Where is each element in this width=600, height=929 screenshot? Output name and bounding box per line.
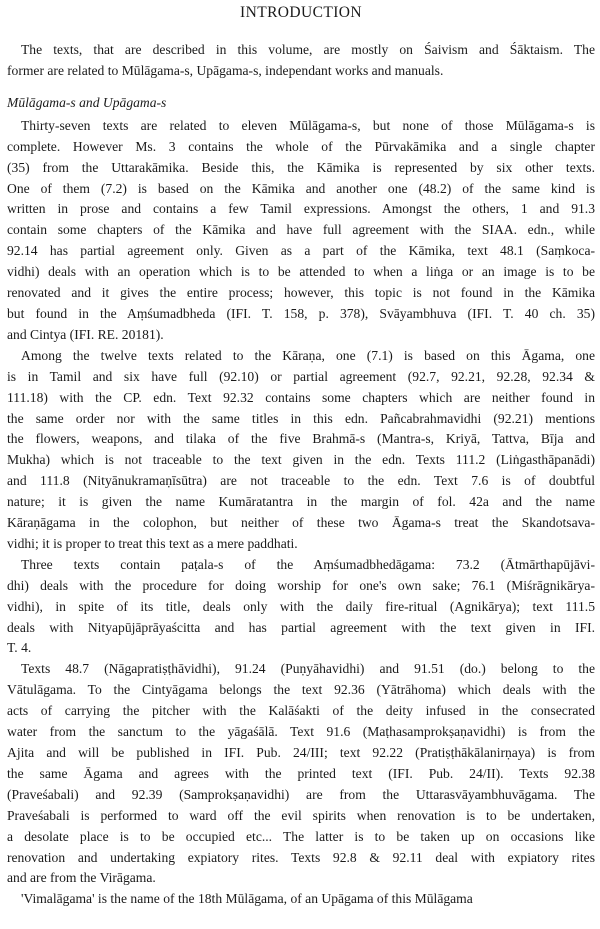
text-line: nature; it is given the name Kumāratantra in the margin of fol. 42a and the name	[7, 494, 595, 510]
text-line: deals with Nityapūjāprāyaścitta and has partial agreement with the text given in IFI.	[7, 619, 595, 635]
text-line: former are related to Mūlāgama-s, Upāgama-s, independant works and manuals.	[7, 62, 444, 78]
paragraph	[7, 555, 595, 660]
page-title: INTRODUCTION	[240, 4, 362, 21]
paragraph	[7, 116, 595, 346]
text-line: contain some chapters of the Kāmika and have full agreement with the SIAA. edn., while	[7, 222, 595, 238]
text-line: One of them (7.2) is based on the Kāmika and another one (48.2) of the same kind is	[7, 180, 595, 196]
text-line: the same order nor with the same titles in this edn. Pañcabrahmavidhi (92.21) mentions	[7, 410, 595, 426]
text-line: The texts, that are described in this volume, are mostly on Śaivism and Śāktaism. The	[21, 42, 595, 57]
text-line: the flowers, weapons, and tilaka of the five Brahmā-s (Mantra-s, Kriyā, Tattva, Bīja and	[7, 431, 595, 447]
text-line: 'Vimalāgama' is the name of the 18th Mūlāgama, of an Upāgama of this Mūlāgama	[21, 891, 473, 907]
text-line: and are from the Virāgama.	[7, 870, 156, 886]
text-line: vidhi; it is proper to treat this text as a mere paddhati.	[7, 535, 298, 551]
text-line: Praveśabali is performed to ward off the evil spirits when renovation is to be undertaken,	[7, 807, 595, 823]
text-line: a desolate place is to be occupied etc... The latter is to be taken up on occasions like	[7, 828, 595, 844]
text-line: water from the sanctum to the yāgaśālā. Text 91.6 (Maṭhasamprokṣaṇavidhi) is from the	[7, 724, 595, 740]
spacer	[7, 28, 595, 40]
body-paragraphs	[7, 116, 595, 910]
text-line: and 111.8 (Nityānukramaṇīsūtra) are not traceable to the edn. Text 7.6 is of doubtful	[7, 473, 595, 489]
text-line: dhi) deals with the procedure for doing worship for one's own sake; 76.1 (Miśrāgnikārya-	[7, 577, 595, 593]
spacer	[7, 82, 595, 90]
text-line: the same Āgama and agrees with the printed text (IFI. Pub. 24/II). Texts 92.38	[7, 765, 595, 781]
text-line: Kāraṇāgama in the colophon, but neither of these two Āgama-s treat the Skandotsava-	[7, 515, 595, 531]
text-line: vidhi), in spite of its title, deals only with the daily fire-ritual (Agnikārya); text 111.5	[7, 598, 595, 614]
text-line: (Praveśabali) and 92.39 (Samprokṣaṇavidhi) are from the Uttarasvāyambhuvāgama. The	[7, 786, 595, 802]
page	[7, 0, 595, 910]
section-heading: Mūlāgama-s and Upāgama-s	[7, 94, 167, 110]
paragraph	[7, 346, 595, 555]
paragraph	[7, 659, 595, 889]
text-line: Among the twelve texts related to the Kāraṇa, one (7.1) is based on this Āgama, one	[21, 347, 595, 363]
paragraph	[7, 889, 595, 910]
text-line: 92.14 has partial agreement only. Given as a part of the Kāmika, text 48.1 (Saṃkoca-	[7, 243, 595, 259]
text-line: Texts 48.7 (Nāgapratiṣṭhāvidhi), 91.24 (Puṇyāhavidhi) and 91.51 (do.) belong to the	[21, 661, 595, 677]
text-line: (35) from the Uttarakāmika. Beside this, the Kāmika is represented by six other texts.	[7, 159, 595, 175]
text-line: Ajita and will be published in IFI. Pub. 24/III; text 92.22 (Pratiṣṭhākālanirṇaya) is from	[7, 745, 595, 760]
text-line: Mukha) which is not traceable to the text given in the edn. Texts 111.2 (Liṅgasthāpanādi)	[7, 452, 595, 468]
text-line: Vātulāgama. To the Cintyāgama belongs the text 92.36 (Yātrāhoma) which deals with the	[7, 682, 595, 698]
text-line: but found in the Aṃśumadbheda (IFI. T. 158, p. 378), Svāyambhuva (IFI. T. 40 ch. 35)	[7, 305, 595, 321]
text-line: 111.18) with the CP. edn. Text 92.32 contains some chapters which are neither found in	[7, 389, 595, 405]
text-line: Three texts contain paṭala-s of the Aṃśumadbhedāgama: 73.2 (Ātmārthapūjāvi-	[21, 556, 595, 572]
text-line: complete. However Ms. 3 contains the whole of the Pūrvakāmika and a single chapter	[7, 138, 595, 154]
text-line: acts of carrying the pitcher with the Kalāśakti of the deity infused in the consecrated	[7, 703, 595, 719]
text-line: T. 4.	[7, 640, 32, 656]
text-line: vidhi) deals with an operation which is to be attended to when a liṅga or an image is to be	[7, 264, 595, 280]
text-line: is in Tamil and six have full (92.10) or partial agreement (92.7, 92.21, 92.28, 92.34 &	[7, 368, 595, 384]
text-line: and Cintya (IFI. RE. 20181).	[7, 326, 164, 342]
text-line: Thirty-seven texts are related to eleven Mūlāgama-s, but none of those Mūlāgama-s is	[21, 117, 595, 133]
text-line: renovation and undertaking expiatory rites. Texts 92.8 & 92.11 deal with expiatory rites	[7, 849, 595, 865]
intro-paragraph	[7, 40, 595, 82]
text-line: written in prose and contains a few Tamil expressions. Amongst the others, 1 and 91.3	[7, 201, 595, 217]
text-line: renovated and it gives the entire process; however, this topic is not found in the Kāmika	[7, 285, 595, 301]
